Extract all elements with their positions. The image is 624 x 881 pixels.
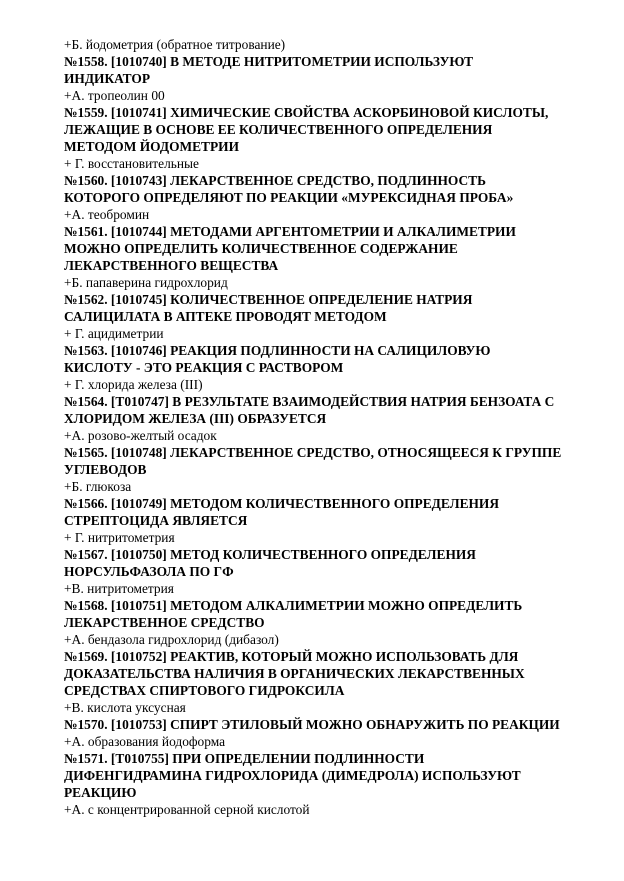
question-line: №1563. [1010746] РЕАКЦИЯ ПОДЛИННОСТИ НА САЛИЦИЛОВУЮ [64,343,491,358]
question-text [64,342,594,376]
question-line: ХЛОРИДОМ ЖЕЛЕЗА (III) ОБРАЗУЕТСЯ [64,411,327,426]
answer-line: +Б. глюкоза [64,479,132,494]
answer-line: + Г. нитритометрия [64,530,175,545]
question-1558 [64,53,594,104]
question-line: №1562. [1010745] КОЛИЧЕСТВЕННОЕ ОПРЕДЕЛЕНИЕ НАТРИЯ [64,292,473,307]
question-1569 [64,648,594,716]
question-line: №1570. [1010753] СПИРТ ЭТИЛОВЫЙ МОЖНО ОБНАРУЖИТЬ ПО РЕАКЦИИ [64,717,560,732]
question-text [64,393,594,427]
answer-line: +А. с концентрированной серной кислотой [64,802,310,817]
answer-line: + Г. ацидиметрии [64,326,164,341]
question-line: НОРСУЛЬФАЗОЛА ПО ГФ [64,564,234,579]
answer-line: +Б. йодометрия (обратное титрование) [64,37,286,52]
question-line: №1558. [1010740] В МЕТОДЕ НИТРИТОМЕТРИИ ИСПОЛЬЗУЮТ [64,54,474,69]
question-line: ЛЕКАРСТВЕННОЕ СРЕДСТВО [64,615,265,630]
question-line: СРЕДСТВАХ СПИРТОВОГО ГИДРОКСИЛА [64,683,345,698]
question-1566 [64,495,594,546]
question-text [64,750,594,801]
answer-line: +А. бендазола гидрохлорид (дибазол) [64,632,279,647]
document-page [64,36,594,818]
question-line: ДИФЕНГИДРАМИНА ГИДРОХЛОРИДА (ДИМЕДРОЛА) ИСПОЛЬЗУЮТ [64,768,521,783]
question-text [64,444,594,478]
answer-line: +В. кислота уксусная [64,700,186,715]
answer-line: + Г. восстановительные [64,156,199,171]
question-1560 [64,172,594,223]
question-line: №1567. [1010750] МЕТОД КОЛИЧЕСТВЕННОГО ОПРЕДЕЛЕНИЯ [64,547,476,562]
question-line: СТРЕПТОЦИДА ЯВЛЯЕТСЯ [64,513,248,528]
question-line: ДОКАЗАТЕЛЬСТВА НАЛИЧИЯ В ОРГАНИЧЕСКИХ ЛЕКАРСТВЕННЫХ [64,666,525,681]
question-line: МОЖНО ОПРЕДЕЛИТЬ КОЛИЧЕСТВЕННОЕ СОДЕРЖАНИЕ [64,241,458,256]
question-1571 [64,750,594,818]
question-text [64,53,594,87]
question-1561 [64,223,594,291]
question-1559 [64,104,594,172]
question-line: ИНДИКАТОР [64,71,151,86]
question-1562 [64,291,594,342]
question-line: УГЛЕВОДОВ [64,462,147,477]
question-1565 [64,444,594,495]
question-1568 [64,597,594,648]
answer-line: +А. теобромин [64,207,150,222]
question-line: №1566. [1010749] МЕТОДОМ КОЛИЧЕСТВЕННОГО ОПРЕДЕЛЕНИЯ [64,496,500,511]
question-text [64,716,594,733]
answer-line: +В. нитритометрия [64,581,174,596]
answer-line: +А. образования йодоформа [64,734,226,749]
question-1564 [64,393,594,444]
question-line: КИСЛОТУ - ЭТО РЕАКЦИЯ С РАСТВОРОМ [64,360,344,375]
question-1567 [64,546,594,597]
question-line: №1560. [1010743] ЛЕКАРСТВЕННОЕ СРЕДСТВО, ПОДЛИННОСТЬ [64,173,486,188]
question-text [64,546,594,580]
question-line: №1571. [Т010755] ПРИ ОПРЕДЕЛЕНИИ ПОДЛИННОСТИ [64,751,425,766]
question-line: №1569. [1010752] РЕАКТИВ, КОТОРЫЙ МОЖНО ИСПОЛЬЗОВАТЬ ДЛЯ [64,649,519,664]
question-1563 [64,342,594,393]
answer-line: +А. розово-желтый осадок [64,428,217,443]
question-line: МЕТОДОМ ЙОДОМЕТРИИ [64,139,239,154]
question-text [64,291,594,325]
question-1570 [64,716,594,750]
question-text [64,104,594,155]
answer-line: +Б. папаверина гидрохлорид [64,275,228,290]
question-text [64,172,594,206]
question-line: РЕАКЦИЮ [64,785,137,800]
question-line: ЛЕКАРСТВЕННОГО ВЕЩЕСТВА [64,258,279,273]
question-text [64,495,594,529]
question-line: №1561. [1010744] МЕТОДАМИ АРГЕНТОМЕТРИИ И АЛКАЛИМЕТРИИ [64,224,516,239]
answer-line: +А. тропеолин 00 [64,88,165,103]
question-line: САЛИЦИЛАТА В АПТЕКЕ ПРОВОДЯТ МЕТОДОМ [64,309,387,324]
question-line: №1564. [Т010747] В РЕЗУЛЬТАТЕ ВЗАИМОДЕЙСТВИЯ НАТРИЯ БЕНЗОАТА С [64,394,555,409]
question-line: №1565. [1010748] ЛЕКАРСТВЕННОЕ СРЕДСТВО, ОТНОСЯЩЕЕСЯ К ГРУППЕ [64,445,562,460]
question-text [64,597,594,631]
question-line: КОТОРОГО ОПРЕДЕЛЯЮТ ПО РЕАКЦИИ «МУРЕКСИДНАЯ ПРОБА» [64,190,514,205]
question-line: ЛЕЖАЩИЕ В ОСНОВЕ ЕЕ КОЛИЧЕСТВЕННОГО ОПРЕДЕЛЕНИЯ [64,122,493,137]
question-text [64,648,594,699]
question-line: №1568. [1010751] МЕТОДОМ АЛКАЛИМЕТРИИ МОЖНО ОПРЕДЕЛИТЬ [64,598,523,613]
answer-line: + Г. хлорида железа (III) [64,377,203,392]
question-line: №1559. [1010741] ХИМИЧЕСКИЕ СВОЙСТВА АСКОРБИНОВОЙ КИСЛОТЫ, [64,105,549,120]
question-text [64,223,594,274]
